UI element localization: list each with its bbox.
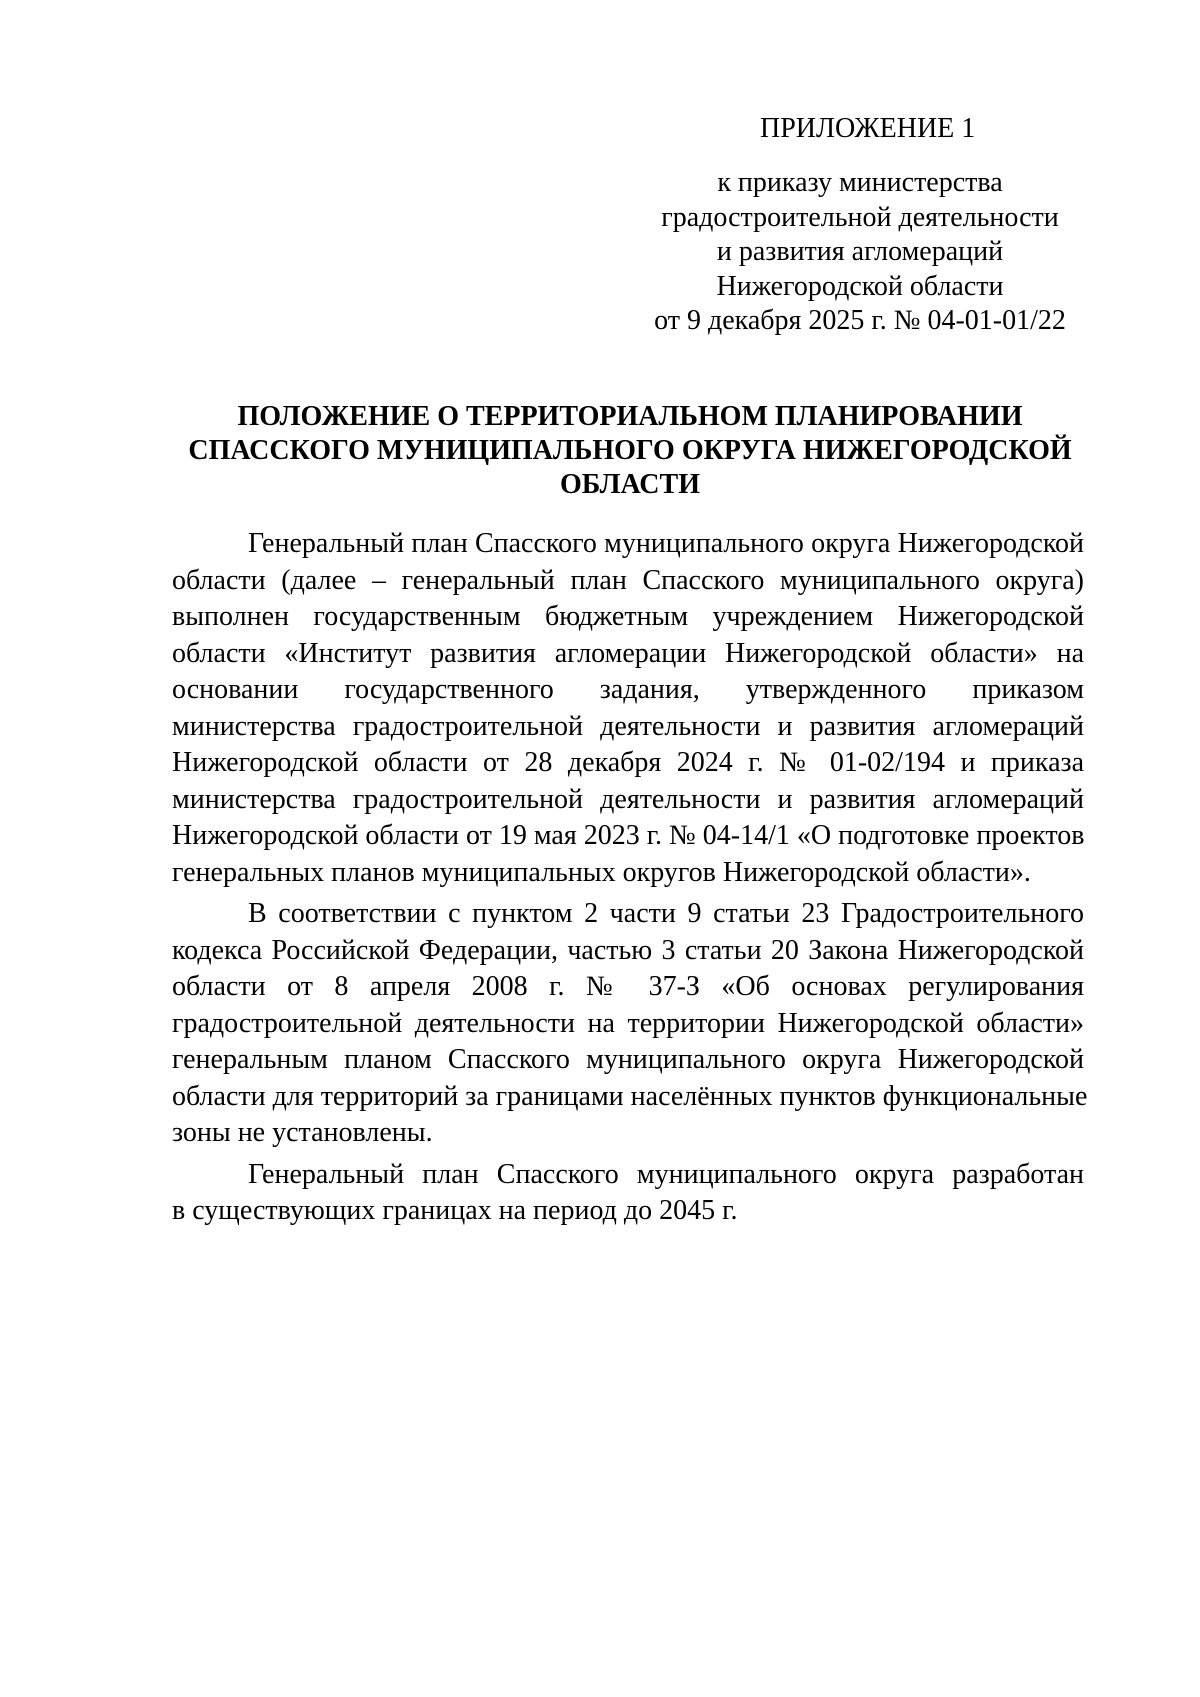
paragraph-line: градостроительной деятельности на территории Нижегородской области»: [172, 1007, 1084, 1039]
paragraph-line: области от 8 апреля 2008 г. № 37-З «Об основах регулирования: [172, 971, 1084, 1002]
document-title: [150, 400, 1110, 502]
document-title-line: СПАССКОГО МУНИЦИПАЛЬНОГО ОКРУГА НИЖЕГОРОДСКОЙ: [188, 435, 1072, 466]
paragraph-line: Генеральный план Спасского муниципального округа разработан: [248, 1158, 1084, 1190]
appendix-reference-line: и развития агломераций: [716, 236, 1004, 267]
paragraph: [172, 526, 1084, 891]
appendix-reference-line: градостроительной деятельности: [661, 201, 1059, 233]
paragraph-line: области (далее – генеральный план Спасского муниципального округа): [172, 564, 1084, 596]
appendix-title: ПРИЛОЖЕНИЕ 1: [760, 113, 976, 144]
document-title-line: ПОЛОЖЕНИЕ О ТЕРРИТОРИАЛЬНОМ ПЛАНИРОВАНИИ: [237, 401, 1023, 432]
appendix-reference-line: от 9 декабря 2025 г. № 04-01-01/22: [654, 305, 1066, 336]
appendix-reference: [600, 166, 1120, 339]
paragraph-line: кодекса Российской Федерации, частью 3 статьи 20 Закона Нижегородской: [172, 934, 1084, 966]
paragraph: [172, 896, 1088, 1152]
paragraph: [172, 1157, 1084, 1230]
paragraph-line: области «Институт развития агломерации Нижегородской области» на: [172, 637, 1084, 669]
paragraph-line: генеральным планом Спасского муниципального округа Нижегородской: [172, 1044, 1084, 1075]
paragraph-line: Нижегородской области от 19 мая 2023 г. № 04-14/1 «О подготовке проектов: [172, 820, 1085, 851]
paragraph-line: в существующих границах на период до 2045 г.: [172, 1195, 738, 1226]
document-title-line: ОБЛАСТИ: [560, 469, 700, 500]
paragraph-line: генеральных планов муниципальных округов Нижегородской области».: [172, 856, 1031, 888]
paragraph-line: основании государственного задания, утвержденного приказом: [172, 674, 1084, 705]
document-body: [172, 526, 1088, 1235]
appendix-reference-line: к приказу министерства: [717, 167, 1003, 198]
paragraph-line: министерства градостроительной деятельности и развития агломераций: [172, 710, 1084, 742]
paragraph-line: Генеральный план Спасского муниципального округа Нижегородской: [248, 528, 1084, 559]
appendix-reference-line: Нижегородской области: [716, 270, 1004, 302]
paragraph-line: зоны не установлены.: [172, 1117, 433, 1148]
paragraph-line: В соответствии с пунктом 2 части 9 статьи 23 Градостроительного: [248, 898, 1084, 929]
paragraph-line: Нижегородской области от 28 декабря 2024 г. № 01-02/194 и приказа: [172, 747, 1084, 778]
paragraph-line: области для территорий за границами населённых пунктов функциональные: [172, 1080, 1088, 1112]
paragraph-line: министерства градостроительной деятельности и развития агломераций: [172, 783, 1084, 815]
paragraph-line: выполнен государственным бюджетным учреждением Нижегородской: [172, 601, 1084, 632]
